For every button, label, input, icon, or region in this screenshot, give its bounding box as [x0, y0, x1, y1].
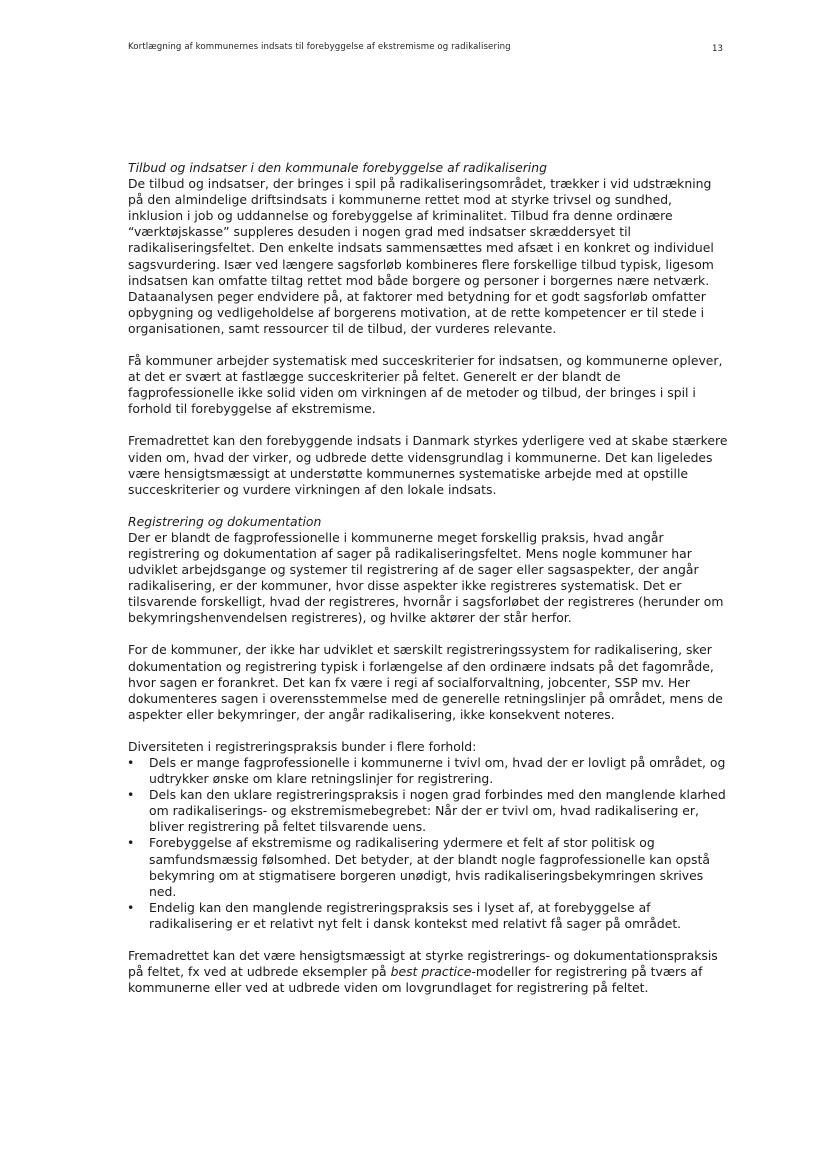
italic-term: best practice — [390, 964, 472, 980]
body-text — [128, 160, 728, 996]
list-item — [128, 755, 728, 787]
list-item-text: Dels kan den uklare registreringspraksis i nogen grad forbindes med den manglende klarhed om radikaliserings- og ekstremismebegrebet: Når der er tvivl om, hvad radikalisering er, bliver registrering på feltet tilsvarende uens. — [149, 787, 726, 835]
list-intro: Diversiteten i registreringspraksis bunder i flere forhold: — [128, 738, 477, 754]
text-run: Fremadrettet kan det være hensigtsmæssigt at styrke registrerings- og dokumentationspraksis på feltet, fx ved at udbrede eksempler på — [128, 948, 718, 980]
list-item — [128, 835, 728, 899]
paragraph: For de kommuner, der ikke har udviklet et særskilt registreringssystem for radikalisering, sker dokumentation og registrering typisk i forlængelse af den ordinære indsats på det fagområde, hvor sagen er forankret. Det kan fx være i regi af socialforvaltning, jobcenter, SSP mv. Her dokumenteres sagen i overensstemmelse med de generelle retningslinjer på området, mens de aspekter eller bekymringer, der angår radikalisering, ikke konsekvent noteres. — [128, 642, 723, 722]
list-item-text: Dels er mange fagprofessionelle i kommunerne i tvivl om, hvad der er lovligt på området, og udtrykker ønske om klare retningslinjer for registrering. — [149, 755, 726, 787]
running-header: Kortlægning af kommunernes indsats til forebyggelse af ekstremisme og radikalisering — [128, 42, 511, 52]
section-heading-tilbud: Tilbud og indsatser i den kommunale forebyggelse af radikalisering — [128, 160, 547, 175]
list-item — [128, 787, 728, 835]
section-heading-registrering: Registrering og dokumentation — [128, 513, 322, 529]
paragraph: Få kommuner arbejder systematisk med succeskriterier for indsatsen, og kommunerne oplever, at det er svært at fastlægge succeskriterier på feltet. Generelt er der blandt de fagprofessionelle ikke solid viden om virkningen af de metoder og tilbud, der bringes i spil i forhold til forebyggelse af ekstremisme. — [128, 353, 723, 417]
paragraph-final — [128, 948, 728, 996]
paragraph: Fremadrettet kan den forebyggende indsats i Danmark styrkes yderligere ved at skabe stærkere viden om, hvad der virker, og udbrede dette vidensgrundlag i kommunerne. Det kan ligeledes være hensigtsmæssigt at understøtte kommunernes systematiske arbejde med at opstille succeskriterier og vurdere virkningen af den lokale indsats. — [128, 433, 728, 497]
bullet-icon: • — [127, 899, 135, 915]
bullet-icon: • — [127, 755, 135, 770]
text-run: -modeller for registrering på tværs af kommunerne eller ved at udbrede viden om lovgrundlaget for registrering på feltet. — [128, 964, 703, 996]
list-item-text: Endelig kan den manglende registreringspraksis ses i lyset af, at forebyggelse af radikalisering er et relativt nyt felt i dansk kontekst med relativt få sager på området. — [149, 899, 682, 931]
bullet-icon: • — [127, 835, 135, 851]
list-item-text: Forebyggelse af ekstremisme og radikalisering ydermere et felt af stor politisk og samfundsmæssig følsomhed. Det betyder, at der blandt nogle fagprofessionelle kan opstå bekymring om at stigmatisere borgeren unødigt, hvis radikaliseringsbekymringen skrives ned. — [149, 835, 710, 899]
bullet-icon: • — [127, 787, 135, 803]
paragraph: De tilbud og indsatser, der bringes i spil på radikaliseringsområdet, trækker i vid udstrækning på den almindelige driftsindsats i kommunerne rettet mod at styrke trivsel og sundhed, inklusion i job og uddannelse og forebyggelse af kriminalitet. Tilbud fra denne ordinære “værktøjskasse” suppleres desuden i nogen grad med indsatser skræddersyet til radikaliseringsfeltet. Den enkelte indsats sammensættes med afsæt i en konkret og individuel sagsvurdering. Især ved længere sagsforløb kombineres flere forskellige tilbud typisk, ligesom indsatsen kan omfatte tiltag rettet mod både borgere og personer i borgernes nære netværk. Dataanalysen peger endvidere på, at faktorer med betydning for et godt sagsforløb omfatter opbygning og vedligeholdelse af borgerens motivation, at de rette kompetencer er til stede i organisationen, samt ressourcer til de tilbud, der vurderes relevante. — [128, 176, 714, 336]
page-number: 13 — [712, 44, 723, 54]
list-item — [128, 900, 728, 932]
bullet-list — [128, 755, 728, 932]
paragraph: Der er blandt de fagprofessionelle i kommunerne meget forskellig praksis, hvad angår registrering og dokumentation af sager på radikaliseringsfeltet. Mens nogle kommuner har udviklet arbejdsgange og systemer til registrering af de sager eller sagsaspekter, der angår radikalisering, er der kommuner, hvor disse aspekter ikke registreres systematisk. Det er tilsvarende forskelligt, hvad der registreres, hvornår i sagsforløbet der registreres (herunder om bekymringshenvendelsen registreres), og hvilke aktører der står herfor. — [128, 529, 724, 626]
